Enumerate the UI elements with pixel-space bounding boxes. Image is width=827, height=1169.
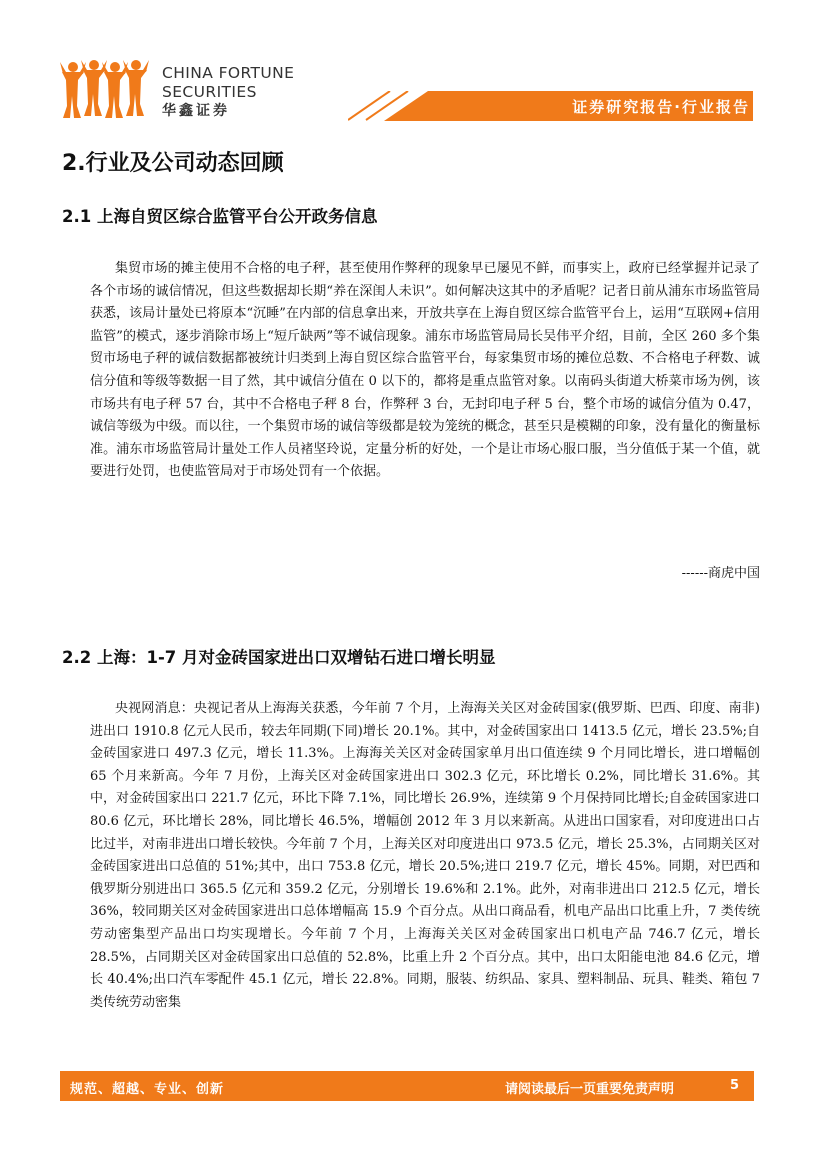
- company-name-chinese: 华鑫证券: [162, 103, 230, 119]
- page-number: 5: [730, 1078, 740, 1093]
- footer-disclaimer-link: 请阅读最后一页重要免责声明: [505, 1082, 675, 1097]
- news-source: ------商虎中国: [681, 566, 760, 581]
- report-type-label: 证券研究报告·行业报告: [572, 98, 750, 116]
- subsection-title-2-1: 2.1 上海自贸区综合监管平台公开政务信息: [62, 207, 378, 226]
- footer-slogan: 规范、超越、专业、创新: [70, 1082, 225, 1097]
- company-name-english-line1: CHINA FORTUNE: [162, 64, 295, 82]
- subsection-2-1-paragraph: 集贸市场的摊主使用不合格的电子秤，甚至使用作弊秤的现象早已屡见不鲜，而事实上，政府已经掌握并记录了各个市场的诚信情况，但这些数据却长期“养在深闺人未识”。如何解决这其中的矛盾呢？记者日前从浦东市场监管局获悉，该局计量处已将原本“沉睡”在内部的信息拿出来，开放共享在上海自贸区综合监管平台上，运用“互联网+信用监管”的模式，逐步消除市场上“短斤缺两”等不诚信现象。浦东市场监管局局长吴伟平介绍，目前，全区 260 多个集贸市场电子秤的诚信数据都被统计归类到上海自贸区综合监管平台，每家集贸市场的摊位总数、不合格电子秤数、诚信分值和等级等数据一目了然，其中诚信分值在 0 以下的，都将是重点监管对象。以南码头街道大桥菜市场为例，该市场共有电子秤 57 台，其中不合格电子秤 8 台，作弊秤 3 台，无封印电子秤 5 台，整个市场的诚信分值为 0.47，诚信等级为中级。而以往，一个集贸市场的诚信等级都是较为笼统的概念，甚至只是模糊的印象，没有量化的衡量标准。浦东市场监管局计量处工作人员褚坚玲说，定量分析的好处，一个是让市场心服口服，当分值低于某一个值，就要进行处罚，也使监管局对于市场处罚有一个依据。: [90, 261, 760, 480]
- subsection-title-2-2: 2.2 上海：1-7 月对金砖国家进出口双增钻石进口增长明显: [62, 648, 496, 667]
- company-name-english: [162, 64, 294, 102]
- company-name-english-line2: SECURITIES: [162, 83, 257, 101]
- section-title: 2.行业及公司动态回顾: [62, 151, 284, 176]
- fortune-figures-logo-icon: [60, 58, 150, 120]
- subsection-2-2-paragraph: 央视网消息：央视记者从上海海关获悉，今年前 7 个月，上海海关关区对金砖国家(俄罗斯、巴西、印度、南非)进出口 1910.8 亿元人民币，较去年同期(下同)增长 20.1%。其中，对金砖国家出口 1413.5 亿元，增长 23.5%;自金砖国家进口 497.3 亿元，增长 11.3%。上海海关关区对金砖国家单月出口值连续 9 个月同比增长，进口增幅创 65 个月来新高。今年 7 月份，上海关区对金砖国家进出口 302.3 亿元，环比增长 0.2%，同比增长 31.6%。其中，对金砖国家出口 221.7 亿元，环比下降 7.1%，同比增长 26.9%，连续第 9 个月保持同比增长;自金砖国家进口 80.6 亿元，环比增长 28%，同比增长 46.5%，增幅创 2012 年 3 月以来新高。从进出口国家看，对印度进出口占比过半，对南非进出口增长较快。今年前 7 个月，上海关区对印度进出口 973.5 亿元，增长 25.3%，占同期关区对金砖国家进出口总值的 51%;其中，出口 753.8 亿元，增长 20.5%;进口 219.7 亿元，增长 45%。同期，对巴西和俄罗斯分别进出口 365.5 亿元和 359.2 亿元，分别增长 19.6%和 2.1%。此外，对南非进出口 212.5 亿元，增长 36%，较同期关区对金砖国家进出口总体增幅高 15.9 个百分点。从出口商品看，机电产品出口比重上升，7 类传统劳动密集型产品出口均实现增长。今年前 7 个月，上海海关关区对金砖国家出口机电产品 746.7 亿元，增长 28.5%，占同期关区对金砖国家出口总值的 52.8%，比重上升 2 个百分点。其中，出口太阳能电池 84.6 亿元，增长 40.4%;出口汽车零配件 45.1 亿元，增长 22.8%。同期，服装、纺织品、家具、塑料制品、玩具、鞋类、箱包 7 类传统劳动密集: [90, 701, 760, 1010]
